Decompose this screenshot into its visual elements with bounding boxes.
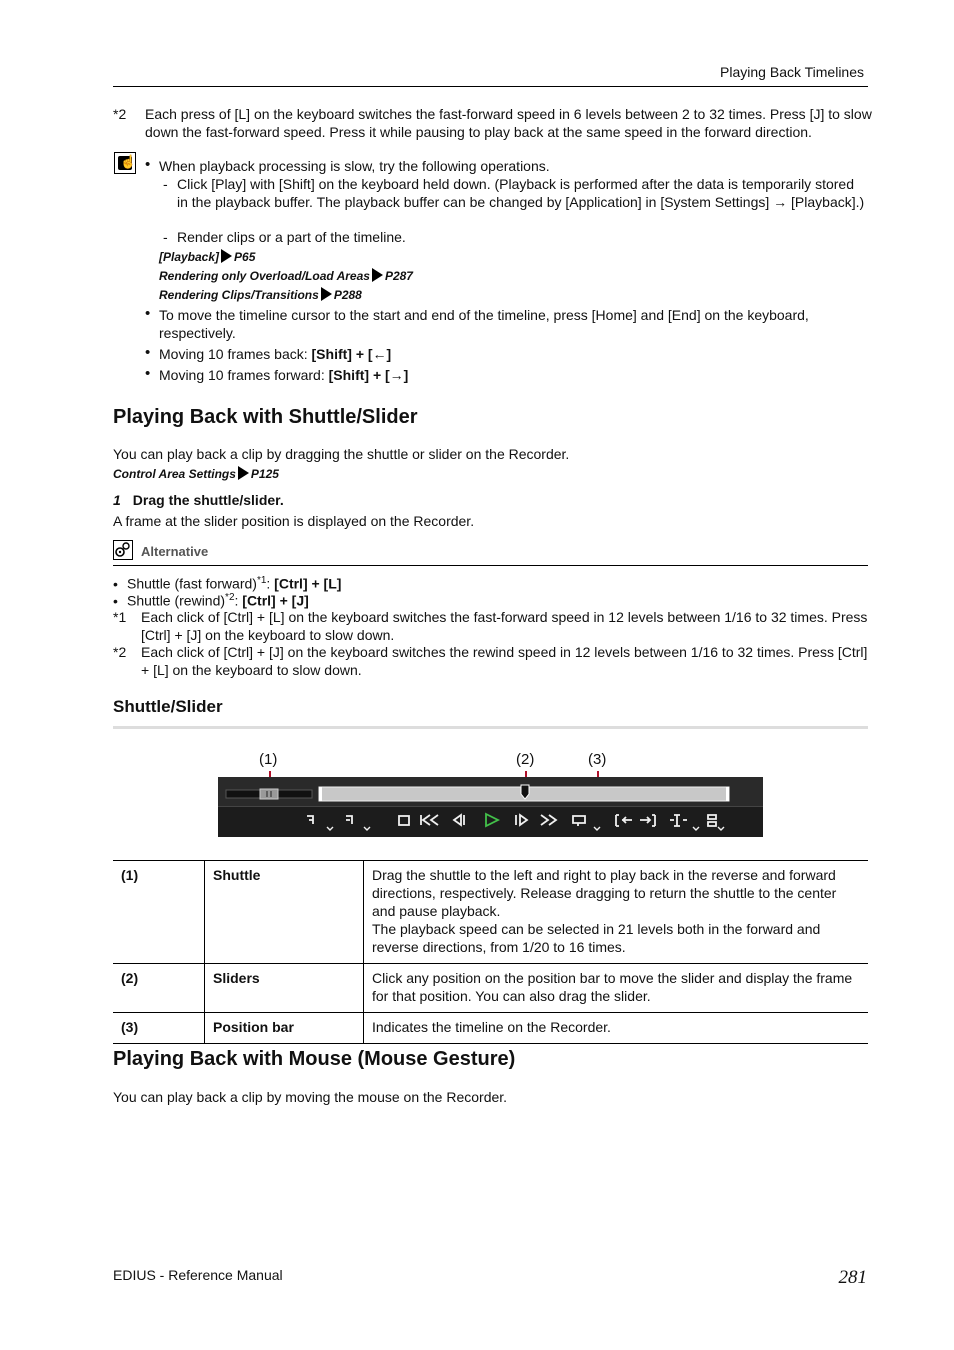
bullet-3-keys: [Shift] + [←] xyxy=(311,346,392,362)
ref-link-overload[interactable] xyxy=(159,268,413,283)
step-number: 1 xyxy=(113,492,121,508)
callout-2: (2) xyxy=(516,751,535,768)
callout-1: (1) xyxy=(259,751,278,768)
row-name: Sliders xyxy=(205,964,364,1013)
hint-bullet-3 xyxy=(145,345,870,363)
row-num: (2) xyxy=(113,964,205,1013)
hint-sub-1-text: Click [Play] with [Shift] on the keyboard held down. (Playback is performed after the data is temporarily stored in the playback buffer. The playback buffer can be changed by [Application] in [System Settings] → [Playback].) xyxy=(177,176,865,210)
bullet-4-keys: [Shift] + [→] xyxy=(328,367,409,383)
arrow-right-icon xyxy=(372,268,383,282)
section-heading-shuttle-slider: Playing Back with Shuttle/Slider xyxy=(113,406,418,428)
alt-item-keys: [Ctrl] + [J] xyxy=(242,592,309,609)
row-desc xyxy=(364,861,869,964)
alt-note-1 xyxy=(113,608,868,644)
ref-label: Rendering Clips/Transitions xyxy=(159,288,319,302)
footer-title: EDIUS - Reference Manual xyxy=(113,1267,283,1283)
header-rule xyxy=(113,86,868,87)
running-header: Playing Back Timelines xyxy=(720,64,864,80)
ref-link-rendering[interactable] xyxy=(159,287,362,302)
shuttle-slider-table xyxy=(113,860,868,1044)
bullet-dot: • xyxy=(113,592,118,609)
step-title: Drag the shuttle/slider. xyxy=(132,492,284,508)
footnote-text: Each press of [L] on the keyboard switches the fast-forward speed in 6 levels between 2 to 32 times. Press [J] to slow down the fast-forward speed. Press it while pausing to play back at the same speed in the forward direction. xyxy=(145,106,872,140)
alt-item-2: • Shuttle (rewind)$^{*2}$: [Ctrl] + [J] xyxy=(113,592,309,609)
arrow-right-icon xyxy=(321,287,332,301)
shuttle[interactable] xyxy=(226,789,312,799)
hint-sub-1 xyxy=(163,175,868,211)
hint-bullet-2 xyxy=(145,306,870,342)
callout-3: (3) xyxy=(588,751,607,768)
hint-bullet-4 xyxy=(145,366,870,384)
hint-bullet-2-text: To move the timeline cursor to the start and end of the timeline, press [Home] and [End] on the keyboard, respectively. xyxy=(159,307,809,341)
ref-link-playback[interactable] xyxy=(159,249,255,264)
row-name: Shuttle xyxy=(205,861,364,964)
section-intro: You can play back a clip by dragging the shuttle or slider on the Recorder. xyxy=(113,446,570,462)
page-number: 281 xyxy=(838,1267,867,1288)
table-row xyxy=(113,861,868,964)
note-text: Each click of [Ctrl] + [L] on the keyboard switches the fast-forward speed in 12 levels between 1/16 to 32 times. Press [Ctrl] + [J] on the keyboard to slow down. xyxy=(141,609,868,643)
ref-label: Rendering only Overload/Load Areas xyxy=(159,269,370,283)
footnote-mark: *2 xyxy=(113,106,127,122)
ref-label: Control Area Settings xyxy=(113,467,236,481)
alt-item-text: Shuttle (rewind) xyxy=(127,592,226,609)
ref-page: P125 xyxy=(250,467,279,481)
bullet-dot: • xyxy=(145,344,151,361)
alt-item-sup: *1 xyxy=(256,575,267,586)
alt-item-keys: [Ctrl] + [L] xyxy=(274,575,342,592)
table-row xyxy=(113,964,868,1013)
ref-page: P65 xyxy=(234,250,256,264)
hint-icon xyxy=(114,152,136,174)
bullet-dot: • xyxy=(145,305,151,322)
hint-bullet-1-text: When playback processing is slow, try the following operations. xyxy=(159,158,550,174)
subsection-rule xyxy=(113,726,868,729)
ref-label: [Playback] xyxy=(159,250,220,264)
note-text: Each click of [Ctrl] + [J] on the keyboard switches the rewind speed in 12 levels between 1/16 to 32 times. Press [Ctrl] + [L] on the keyboard to slow down. xyxy=(141,644,868,678)
hint-sub-2-text: Render clips or a part of the timeline. xyxy=(177,229,406,245)
note-mark: *2 xyxy=(113,644,127,660)
bullet-3-text: Moving 10 frames back: xyxy=(159,346,312,362)
bullet-dot: • xyxy=(113,575,118,592)
alt-note-2 xyxy=(113,643,868,679)
bullet-dot: • xyxy=(145,365,151,382)
hint-bullet-1 xyxy=(145,157,870,175)
bullet-4-text: Moving 10 frames forward: xyxy=(159,367,329,383)
row-desc-text: Indicates the timeline on the Recorder. xyxy=(372,1019,611,1035)
recorder-control-area xyxy=(218,777,763,837)
alternative-icon xyxy=(113,540,133,560)
ref-link-control-area[interactable] xyxy=(113,466,279,481)
section2-intro: You can play back a clip by moving the mouse on the Recorder. xyxy=(113,1089,508,1105)
dash: - xyxy=(163,229,168,245)
alt-item-1: • Shuttle (fast forward)$^{*1}$: [Ctrl] + [L] xyxy=(113,575,342,592)
row-name: Position bar xyxy=(205,1013,364,1044)
row-desc-text: Click any position on the position bar to move the slider and display the frame for that position. You can also drag the slider. xyxy=(372,970,853,1004)
dash: - xyxy=(163,176,168,192)
table-row xyxy=(113,1013,868,1044)
ref-page: P288 xyxy=(333,288,362,302)
row-desc xyxy=(364,1013,869,1044)
note-mark: *1 xyxy=(113,609,127,625)
row-num: (1) xyxy=(113,861,205,964)
row-desc xyxy=(364,964,869,1013)
ref-page: P287 xyxy=(384,269,413,283)
bullet-dot: • xyxy=(145,156,151,173)
alternative-rule xyxy=(113,565,868,566)
hint-sub-2 xyxy=(163,228,868,246)
step-desc: A frame at the slider position is displayed on the Recorder. xyxy=(113,513,475,529)
footnote-top xyxy=(113,105,873,141)
alt-item-sup: *2 xyxy=(225,592,235,603)
section-heading-mouse-gesture: Playing Back with Mouse (Mouse Gesture) xyxy=(113,1048,516,1070)
arrow-right-icon xyxy=(238,466,249,480)
subsection-heading: Shuttle/Slider xyxy=(113,697,223,716)
alternative-label: Alternative xyxy=(141,544,209,559)
row-desc-text-2: The playback speed can be selected in 21 levels both in the forward and reverse directions, from 1/20 to 16 times. xyxy=(372,921,821,955)
row-num: (3) xyxy=(113,1013,205,1044)
arrow-right-icon xyxy=(221,249,232,263)
step-1 xyxy=(113,492,284,508)
row-desc-text: Drag the shuttle to the left and right to play back in the reverse and forward directions, respectively. Release dragging to return the shuttle to the center and pause playback. xyxy=(372,867,837,919)
alt-item-text: Shuttle (fast forward) xyxy=(127,575,257,592)
